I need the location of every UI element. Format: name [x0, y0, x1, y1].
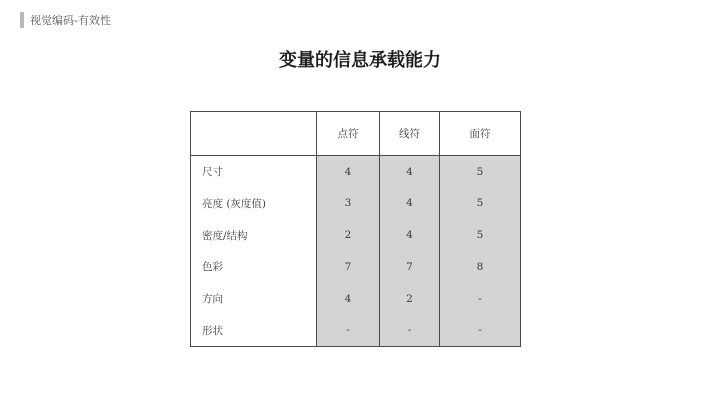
table-row [191, 283, 521, 315]
table-cell: 5 [440, 187, 521, 219]
table-cell: - [317, 315, 380, 347]
row-label: 方向 [191, 283, 317, 315]
header-cell-corner [191, 112, 317, 156]
table-row [191, 219, 521, 251]
slide-title: 变量的信息承载能力 [279, 50, 441, 71]
table-cell: 4 [380, 156, 440, 188]
table-cell: 4 [317, 283, 380, 315]
section-tag-label: 视觉编码-有效性 [30, 14, 111, 27]
table-header-row [191, 112, 521, 156]
table-cell: - [380, 315, 440, 347]
table-cell: 2 [317, 219, 380, 251]
header-cell-line: 线符 [380, 112, 440, 156]
header-cell-area: 面符 [440, 112, 521, 156]
row-label: 色彩 [191, 251, 317, 283]
table-row [191, 187, 521, 219]
table-cell: 7 [380, 251, 440, 283]
table-cell: 7 [317, 251, 380, 283]
table-cell: 4 [380, 187, 440, 219]
table-cell: - [440, 283, 521, 315]
table-cell: 3 [317, 187, 380, 219]
table-row [191, 251, 521, 283]
row-label: 密度/结构 [191, 219, 317, 251]
table-cell: 5 [440, 219, 521, 251]
section-tag-bar [20, 12, 24, 28]
header-cell-point: 点符 [317, 112, 380, 156]
table-cell: 4 [317, 156, 380, 188]
table-row [191, 156, 521, 188]
table-cell: - [440, 315, 521, 347]
table-cell: 5 [440, 156, 521, 188]
table-cell: 2 [380, 283, 440, 315]
row-label: 尺寸 [191, 156, 317, 188]
row-label: 形状 [191, 315, 317, 347]
capacity-table [190, 111, 521, 347]
row-label: 亮度 (灰度值) [191, 187, 317, 219]
section-tag [20, 12, 111, 28]
table-cell: 4 [380, 219, 440, 251]
table-row [191, 315, 521, 347]
table-cell: 8 [440, 251, 521, 283]
